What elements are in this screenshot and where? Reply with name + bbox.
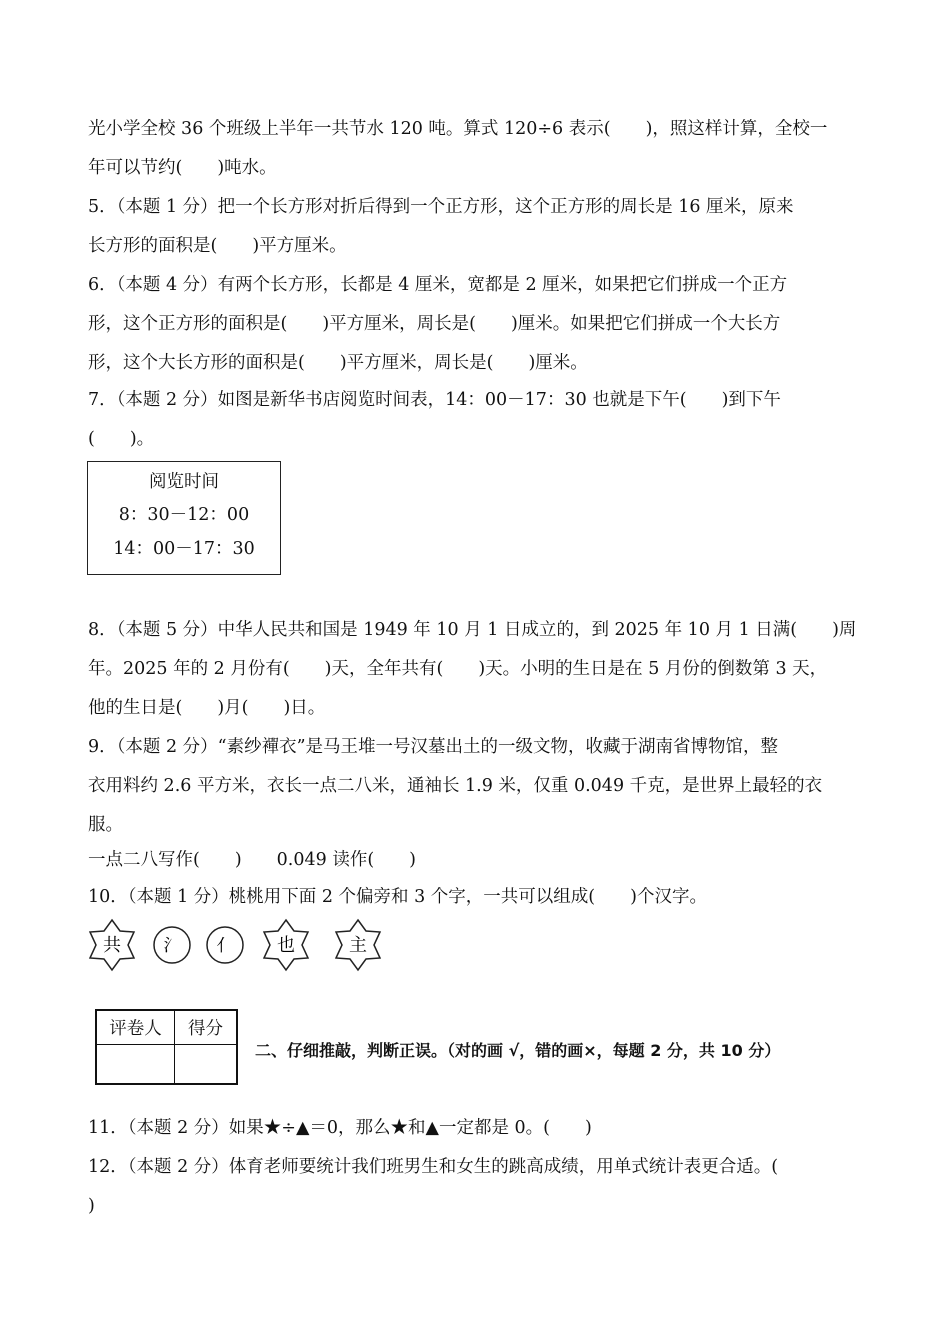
q8-text-3: 他的生日是( )月( )日。 — [88, 698, 326, 718]
q6-text-3: 形，这个大长方形的面积是( )平方厘米，周长是( )厘米。 — [88, 353, 588, 373]
q6-text: 6．（本题 4 分）有两个长方形，长都是 4 厘米，宽都是 2 厘米，如果把它们拼成一个正方 — [88, 275, 788, 295]
grader-cell[interactable] — [96, 1044, 175, 1084]
circle-shape-person — [207, 927, 243, 963]
char-person-radical: 亻 — [216, 936, 234, 956]
score-table — [95, 1009, 238, 1085]
score-cell[interactable] — [175, 1044, 238, 1084]
q11-text: 11．（本题 2 分）如果★÷▲＝0，那么★和▲一定都是 0。( ) — [88, 1118, 592, 1138]
star-shape-gong — [90, 920, 134, 970]
star-shape-zhu — [336, 920, 380, 970]
char-zhu: 主 — [349, 935, 367, 956]
q12-text-2: ) — [88, 1196, 95, 1216]
character-shapes — [86, 918, 386, 976]
q5-text-2: 长方形的面积是( )平方厘米。 — [88, 236, 347, 256]
section-two-title: 二、仔细推敲，判断正误。（对的画 √，错的画×，每题 2 分，共 10 分） — [255, 1041, 781, 1060]
char-gong: 共 — [103, 935, 121, 956]
schedule-slot-morning: 8：30－12：00 — [118, 505, 250, 525]
q9-text: 9．（本题 2 分）“素纱襌衣”是马王堆一号汉墓出土的一级文物，收藏于湖南省博物馆，整 — [88, 737, 779, 757]
q8-text: 8．（本题 5 分）中华人民共和国是 1949 年 10 月 1 日成立的，到 2025 年 10 月 1 日满( )周 — [88, 620, 857, 640]
q10-text: 10．（本题 1 分）桃桃用下面 2 个偏旁和 3 个字，一共可以组成( )个汉字。 — [88, 887, 707, 907]
char-ye: 也 — [277, 935, 295, 956]
schedule-slot-afternoon: 14：00－17：30 — [113, 539, 255, 559]
circle-shape-water — [154, 927, 190, 963]
q4-text-end: 年可以节约( )吨水。 — [88, 158, 277, 178]
q9-text-3: 服。 — [88, 815, 123, 835]
q9-text-2: 衣用料约 2.6 平方米，衣长一点二八米，通袖长 1.9 米，仅重 0.049 千克，是世界上最轻的衣 — [88, 776, 823, 796]
schedule-box — [87, 461, 281, 575]
q5-text: 5．（本题 1 分）把一个长方形对折后得到一个正方形，这个正方形的周长是 16 厘米，原来 — [88, 197, 794, 217]
star-shape-ye — [264, 920, 308, 970]
q8-text-2: 年。2025 年的 2 月份有( )天，全年共有( )天。小明的生日是在 5 月份的倒数第 3 天， — [88, 659, 828, 679]
grader-header: 评卷人 — [96, 1010, 175, 1044]
schedule-title: 阅览时间 — [149, 472, 219, 492]
q9-answer-line: 一点二八写作( ) 0.049 读作( ) — [88, 850, 416, 870]
q4-text-cont: 光小学全校 36 个班级上半年一共节水 120 吨。算式 120÷6 表示( )，照这样计算，全校一 — [88, 119, 828, 139]
q12-text: 12．（本题 2 分）体育老师要统计我们班男生和女生的跳高成绩，用单式统计表更合适。( — [88, 1157, 779, 1177]
score-header: 得分 — [175, 1010, 238, 1044]
q6-text-2: 形，这个正方形的面积是( )平方厘米，周长是( )厘米。如果把它们拼成一个大长方 — [88, 314, 781, 334]
char-water-radical: 氵 — [163, 936, 181, 956]
q7-text-2: ( )。 — [88, 429, 155, 449]
q7-text: 7．（本题 2 分）如图是新华书店阅览时间表，14：00－17：30 也就是下午( )到下午 — [88, 390, 781, 410]
